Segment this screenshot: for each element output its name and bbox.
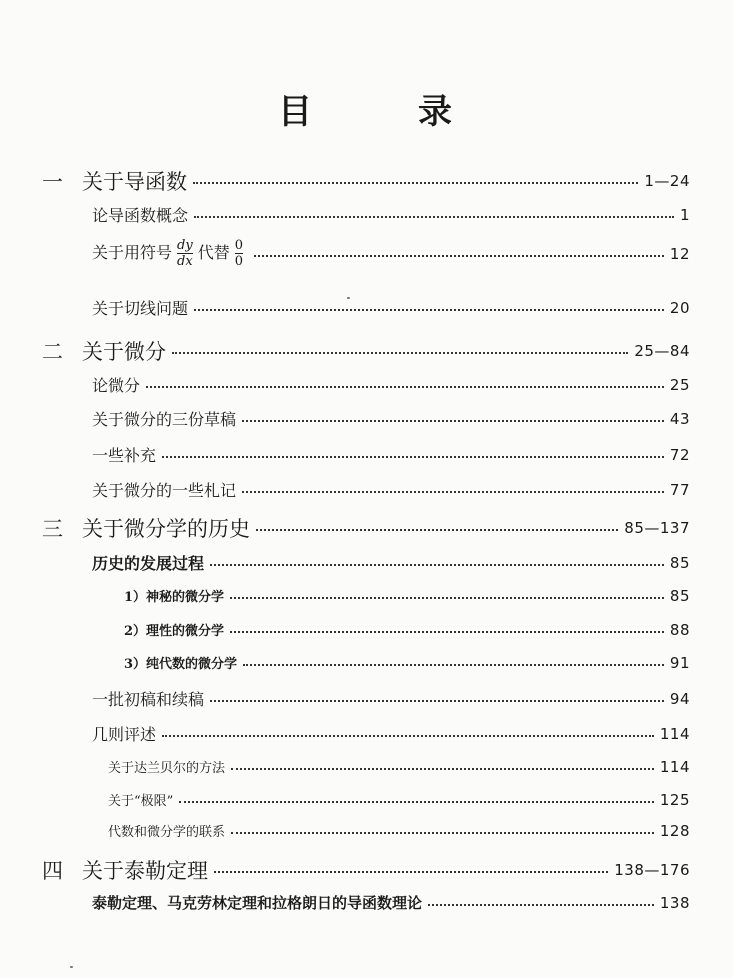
page-title-char: 目 bbox=[278, 92, 312, 132]
entry-title: 论微分 bbox=[92, 376, 141, 395]
page-number: 72 bbox=[669, 445, 690, 464]
toc-subentry[interactable] bbox=[108, 757, 690, 776]
toc-chapter-2[interactable] bbox=[42, 336, 690, 366]
page-range: 1—24 bbox=[644, 172, 690, 190]
entry-title: 一批初稿和续稿 bbox=[92, 690, 205, 709]
leader-dots bbox=[231, 832, 654, 834]
fraction-numerator: dy bbox=[177, 238, 193, 253]
page-number: 85 bbox=[669, 586, 690, 605]
paper-speck bbox=[347, 297, 350, 299]
entry-title: 一些补充 bbox=[92, 446, 157, 465]
subentry-title: 1）神秘的微分学 bbox=[124, 590, 225, 605]
page-number: 1 bbox=[679, 205, 690, 224]
page-number: 94 bbox=[669, 689, 690, 708]
toc-subentry[interactable] bbox=[124, 620, 690, 639]
entry-title: 泰勒定理、马克劳林定理和拉格朗日的导函数理论 bbox=[92, 894, 423, 912]
toc-entry[interactable] bbox=[92, 443, 690, 466]
chapter-number: 二 bbox=[42, 340, 63, 364]
toc-entry[interactable] bbox=[92, 722, 690, 745]
leader-dots bbox=[194, 216, 674, 218]
leader-dots bbox=[254, 255, 664, 257]
paper-speck bbox=[70, 966, 73, 968]
subentry-title: 2）理性的微分学 bbox=[124, 624, 225, 639]
leader-dots bbox=[230, 597, 664, 599]
leader-dots bbox=[146, 386, 664, 388]
chapter-title: 关于微分学的历史 bbox=[82, 517, 250, 541]
leader-dots bbox=[210, 564, 664, 566]
toc-entry[interactable] bbox=[92, 687, 690, 710]
entry-title: 几则评述 bbox=[92, 725, 157, 744]
page-number: 114 bbox=[659, 757, 690, 776]
toc-entry[interactable] bbox=[92, 203, 690, 226]
leader-dots bbox=[179, 801, 654, 803]
page-number: 43 bbox=[669, 409, 690, 428]
fraction-denominator: dx bbox=[177, 254, 193, 269]
entry-title-part: 代替 bbox=[197, 243, 230, 262]
leader-dots bbox=[162, 456, 664, 458]
chapter-number: 一 bbox=[42, 170, 63, 194]
page-title-char: 录 bbox=[418, 92, 452, 132]
leader-dots bbox=[230, 631, 664, 633]
toc-subentry[interactable] bbox=[108, 790, 690, 809]
page-number: 77 bbox=[669, 480, 690, 499]
toc-subentry[interactable] bbox=[124, 653, 690, 672]
leader-dots bbox=[162, 735, 654, 737]
toc-entry[interactable] bbox=[92, 892, 690, 913]
subentry-title: 代数和微分学的联系 bbox=[108, 825, 226, 840]
page-number: 20 bbox=[669, 298, 690, 317]
subentry-title: 关于“极限” bbox=[108, 794, 174, 809]
leader-dots bbox=[193, 182, 638, 184]
subentry-title: 3）纯代数的微分学 bbox=[124, 657, 238, 672]
fraction-denominator: 0 bbox=[234, 254, 243, 269]
toc-subentry[interactable] bbox=[108, 821, 690, 840]
entry-title-part: 关于用符号 bbox=[92, 243, 173, 262]
toc-entry[interactable] bbox=[92, 296, 690, 319]
toc-entry[interactable] bbox=[92, 373, 690, 396]
toc-chapter-4[interactable] bbox=[42, 855, 690, 885]
page-number: 25 bbox=[669, 375, 690, 394]
page-number: 138 bbox=[659, 893, 690, 912]
leader-dots bbox=[172, 352, 628, 354]
page-range: 138—176 bbox=[614, 861, 690, 879]
toc-chapter-3[interactable] bbox=[42, 513, 690, 543]
page-number: 128 bbox=[659, 821, 690, 840]
page-range: 85—137 bbox=[624, 519, 690, 537]
derivative-fraction bbox=[177, 238, 193, 269]
page-number: 85 bbox=[669, 553, 690, 572]
chapter-title: 关于微分 bbox=[82, 340, 166, 364]
leader-dots bbox=[428, 904, 654, 906]
chapter-number: 三 bbox=[42, 517, 63, 541]
leader-dots bbox=[214, 871, 608, 873]
chapter-title: 关于泰勒定理 bbox=[82, 859, 208, 883]
leader-dots bbox=[242, 491, 664, 493]
zero-fraction bbox=[235, 238, 243, 269]
chapter-title: 关于导函数 bbox=[82, 170, 187, 194]
leader-dots bbox=[242, 420, 664, 422]
leader-dots bbox=[194, 309, 664, 311]
subentry-title: 关于达兰贝尔的方法 bbox=[108, 761, 226, 776]
page-number: 12 bbox=[669, 244, 690, 263]
entry-title: 关于微分的一些札记 bbox=[92, 481, 237, 500]
page-number: 114 bbox=[659, 724, 690, 743]
page-number: 88 bbox=[669, 620, 690, 639]
leader-dots bbox=[256, 529, 618, 531]
chapter-number: 四 bbox=[42, 859, 63, 883]
toc-entry[interactable] bbox=[92, 238, 690, 269]
entry-title bbox=[92, 238, 248, 269]
toc-entry[interactable] bbox=[92, 478, 690, 501]
leader-dots bbox=[231, 768, 654, 770]
page-number: 125 bbox=[659, 790, 690, 809]
fraction-numerator: 0 bbox=[234, 238, 243, 253]
leader-dots bbox=[210, 700, 664, 702]
toc-subentry[interactable] bbox=[124, 586, 690, 605]
entry-title: 历史的发展过程 bbox=[92, 554, 205, 573]
page-range: 25—84 bbox=[634, 342, 690, 360]
toc-entry[interactable] bbox=[92, 551, 690, 574]
entry-title: 关于微分的三份草稿 bbox=[92, 410, 237, 429]
leader-dots bbox=[243, 664, 664, 666]
page-number: 91 bbox=[669, 653, 690, 672]
toc-entry[interactable] bbox=[92, 407, 690, 430]
toc-chapter-1[interactable] bbox=[42, 166, 690, 196]
entry-title: 关于切线问题 bbox=[92, 299, 189, 318]
entry-title: 论导函数概念 bbox=[92, 206, 189, 225]
